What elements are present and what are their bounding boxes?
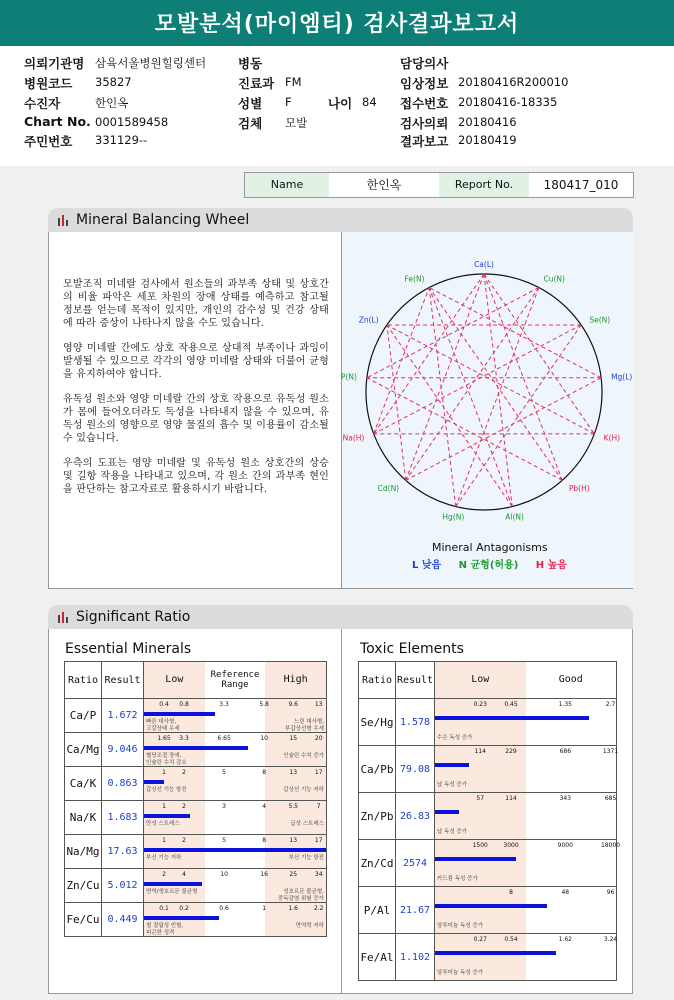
wheel-section-header xyxy=(48,208,633,232)
tick-label: 1.6 xyxy=(288,905,299,912)
ratio-bar-cell xyxy=(435,793,617,840)
col-low: Low xyxy=(144,662,205,698)
bar-chart-icon xyxy=(58,611,70,623)
info-mid-value: FM xyxy=(285,75,302,89)
ratio-name: Fe/Al xyxy=(359,934,396,981)
ratio-bar-cell xyxy=(435,887,617,934)
col-range xyxy=(435,662,617,699)
ratio-section xyxy=(48,605,633,994)
wheel-node-label: Se(N) xyxy=(589,315,611,325)
tick-label: 15 xyxy=(289,735,298,742)
ratio-name: P/Al xyxy=(359,887,396,934)
ratio-name: Na/Mg xyxy=(65,835,102,869)
tick-label: 3.24 xyxy=(603,936,618,943)
antagonism-line xyxy=(406,274,484,480)
tick-label: 0.27 xyxy=(473,936,487,943)
ratio-bar xyxy=(144,712,215,716)
ratio-row xyxy=(359,887,617,934)
wheel-node-label: Cd(N) xyxy=(377,483,400,493)
ratio-note: 알루미늄 독성 증가 xyxy=(437,923,484,929)
ratio-row xyxy=(359,793,617,840)
ratio-bar xyxy=(144,882,202,886)
tick-label: 114 xyxy=(505,795,517,802)
ratio-row xyxy=(359,699,617,746)
col-ref: Reference Range xyxy=(210,670,260,690)
tick-label: 686 xyxy=(559,748,572,755)
tick-label: 7 xyxy=(316,803,321,810)
col-range xyxy=(144,662,327,699)
ratio-result: 0.449 xyxy=(102,903,144,937)
wheel-node-label: Fe(N) xyxy=(404,274,425,284)
legend-low: L 낮음 xyxy=(412,560,442,571)
ratio-result: 0.863 xyxy=(102,767,144,801)
ratio-row xyxy=(65,699,327,733)
ratio-note-high: 면역력 저하 xyxy=(295,923,324,929)
wheel-legend xyxy=(412,556,567,571)
ratio-name: Na/K xyxy=(65,801,102,835)
tick-label: 3 xyxy=(222,803,226,810)
tick-label: 16 xyxy=(260,871,268,878)
tick-label: 5 xyxy=(222,769,226,776)
tick-label: 8 xyxy=(262,769,267,776)
tick-label: 25 xyxy=(289,871,298,878)
ratio-bar-cell xyxy=(144,869,327,903)
info-right-label: 접수번호 xyxy=(400,96,449,111)
ratio-bar-cell xyxy=(435,840,621,887)
ratio-row xyxy=(65,869,327,903)
description-paragraph: 모발조직 미네랄 검사에서 원소들의 과부족 상태 및 상호간의 비율 파악은 세포 차원의 장애 상태를 예측하고 참고될 정보를 얻는데 목적이 있지만, 개인의 감수성 및 건강 상태에 따라 증상이 나타나지 않을 수도 있습니다. xyxy=(63,279,329,329)
age-value: 84 xyxy=(362,95,377,109)
ratio-bar xyxy=(435,763,469,767)
tick-label: 2 xyxy=(182,769,186,776)
ratio-bar xyxy=(144,916,219,920)
ratio-panel xyxy=(48,629,633,994)
description-paragraph: 영양 미네랄 간에도 상호 작용으로 상대적 부족이나 과잉이 발생될 수 있으므로 각각의 영양 미네랄 상태와 더불어 균형을 유지하여야 합니다. xyxy=(63,343,329,380)
ratio-row xyxy=(65,835,327,869)
info-right-value: 20180416-18335 xyxy=(458,95,558,109)
info-left-label: Chart No. xyxy=(24,114,91,129)
tick-label: 17 xyxy=(314,837,323,844)
tick-label: 229 xyxy=(505,748,517,755)
legend-normal: N 균형(허용) xyxy=(458,560,519,571)
antagonism-line xyxy=(429,288,512,507)
tick-label: 17 xyxy=(314,769,323,776)
ratio-bar xyxy=(144,746,248,750)
tick-label: 57 xyxy=(476,795,485,802)
ratio-bar xyxy=(144,848,326,852)
tick-label: 0.4 xyxy=(159,701,169,708)
tick-label: 3.3 xyxy=(219,701,229,708)
tick-label: 9.6 xyxy=(288,701,299,708)
antagonism-line xyxy=(484,274,562,480)
description-paragraph: 우측의 도표는 영양 미네랄 및 유독성 원소 상호간의 상승 및 길항 작용을 나타내고 있으며, 각 원소 간의 과부족 현인을 판단하는 참고자료로 활용하시기 바랍니다. xyxy=(63,458,329,495)
ratio-bar xyxy=(144,780,164,784)
ratio-row xyxy=(359,746,617,793)
wheel-node-label: Pb(H) xyxy=(568,483,590,493)
ratio-note-low: 만성 스트레스 xyxy=(146,821,180,827)
info-right-value: 20180416 xyxy=(458,115,517,129)
age-label: 나이 xyxy=(328,96,353,111)
tick-label: 1 xyxy=(162,803,166,810)
tick-label: 13 xyxy=(289,769,298,776)
tick-label: 3000 xyxy=(503,842,519,849)
ratio-row xyxy=(65,801,327,835)
ratio-bar-cell xyxy=(144,835,327,869)
ratio-row xyxy=(359,934,617,981)
col-result: Result xyxy=(102,662,144,699)
tick-label: 5.5 xyxy=(288,803,299,810)
tick-label: 1371 xyxy=(602,748,619,755)
col-low: Low xyxy=(435,662,526,698)
info-left-value: 35827 xyxy=(95,75,132,89)
tick-label: 0.8 xyxy=(179,701,189,708)
wheel-section xyxy=(48,208,633,589)
tick-label: 1 xyxy=(162,837,166,844)
tick-label: 4 xyxy=(262,803,267,810)
ratio-row xyxy=(65,733,327,767)
ratio-result: 21.67 xyxy=(396,887,435,934)
antagonism-line xyxy=(406,378,601,481)
wheel-node-label: Hg(N) xyxy=(442,512,465,522)
ratio-note-high: 갑상선 기능 저하 xyxy=(283,787,324,793)
wheel-node-label: P(N) xyxy=(340,372,357,382)
tick-label: 0.6 xyxy=(219,905,229,912)
tick-label: 2 xyxy=(182,803,186,810)
ratio-note-high: 부신 기능 항진 xyxy=(288,855,324,861)
col-good: Good xyxy=(558,674,583,685)
col-high: High xyxy=(265,662,326,698)
ratio-bar-cell xyxy=(435,746,617,793)
report-bar xyxy=(244,172,634,198)
ratio-bar xyxy=(435,951,556,955)
info-mid-label: 병동 xyxy=(238,56,263,71)
ratio-result: 17.63 xyxy=(102,835,144,869)
info-left-label: 수진자 xyxy=(24,96,61,111)
ratio-name: Ca/K xyxy=(65,767,102,801)
ratio-name: Ca/P xyxy=(65,699,102,733)
ratio-name: Fe/Cu xyxy=(65,903,102,937)
tick-label: 18000 xyxy=(601,842,621,849)
tick-label: 2.2 xyxy=(313,905,324,912)
ratio-note-low: 혈당조절 장애, 인슐린 수치 감소 xyxy=(146,753,187,766)
ratio-bar xyxy=(144,814,190,818)
tick-label: 2 xyxy=(162,871,166,878)
ratio-bar xyxy=(435,810,459,814)
ratio-section-title: Significant Ratio xyxy=(76,609,191,625)
col-ratio: Ratio xyxy=(359,662,396,699)
info-left-label: 병원코드 xyxy=(24,76,73,91)
ratio-note-low: 철 결핍성 빈혈, 피곤한 성격 xyxy=(146,923,184,936)
ratio-bar xyxy=(435,904,547,908)
name-label: Name xyxy=(245,173,329,197)
info-mid-label: 성별 xyxy=(238,96,263,111)
description-paragraph: 유독성 원소와 영양 미네랄 간의 상호 작용으로 유독성 원소가 몸에 들어오더라도 독성을 나타내지 않을 수 있으며, 유독성 원소의 영향으로 영양 물질의 흡수 및 이용률이 감소될 수 있습니다. xyxy=(63,394,329,444)
ratio-note-low: 면역/생호르몬 불균형 xyxy=(146,889,198,895)
tick-label: 0.1 xyxy=(159,905,169,912)
toxic-title: Toxic Elements xyxy=(360,641,464,657)
ratio-result: 9.046 xyxy=(102,733,144,767)
wheel-node-label: Mg(L) xyxy=(611,372,633,382)
ratio-note: 카드뮴 독성 증가 xyxy=(437,876,478,882)
ratio-note-high: 느린 대사형, 부갑상선형 우세 xyxy=(285,719,324,732)
ratio-bar-cell xyxy=(435,699,617,746)
info-right-label: 결과보고 xyxy=(400,134,449,149)
tick-label: 13 xyxy=(289,837,298,844)
tick-label: 3.3 xyxy=(179,735,189,742)
ratio-name: Zn/Pb xyxy=(359,793,396,840)
tick-label: 13 xyxy=(314,701,323,708)
col-result: Result xyxy=(396,662,435,699)
ratio-name: Se/Hg xyxy=(359,699,396,746)
ratio-bar-cell xyxy=(144,699,327,733)
info-mid-label: 진료과 xyxy=(238,76,275,91)
info-left-value: 한인옥 xyxy=(95,96,129,110)
ratio-note: 알루미늄 독성 증가 xyxy=(437,970,484,976)
tick-label: 1 xyxy=(162,769,166,776)
ratio-note-low: 부신 기능 저하 xyxy=(146,855,182,861)
info-left-value: 삼육서울병원힐링센터 xyxy=(95,56,207,70)
tick-label: 2 xyxy=(182,837,186,844)
tick-label: 4 xyxy=(182,871,186,878)
report-no-label: Report No. xyxy=(439,173,529,197)
name-value: 한인옥 xyxy=(366,178,402,192)
ratio-note-low: 갑상선 기능 항진 xyxy=(146,787,187,793)
ratio-note-high: 성호르몬 불균형, 중독감염 위험 증가 xyxy=(277,889,324,902)
patient-info xyxy=(0,46,674,166)
wheel-description xyxy=(63,278,329,508)
ratio-result: 2574 xyxy=(396,840,435,887)
tick-label: 1500 xyxy=(472,842,488,849)
tick-label: 1.35 xyxy=(558,701,572,708)
ratio-result: 79.08 xyxy=(396,746,435,793)
ratio-row xyxy=(65,903,327,937)
ratio-name: Ca/Mg xyxy=(65,733,102,767)
tick-label: 96 xyxy=(606,889,615,896)
wheel-node-label: Ca(L) xyxy=(474,260,494,269)
wheel-section-title: Mineral Balancing Wheel xyxy=(76,212,250,228)
tick-label: 9000 xyxy=(557,842,573,849)
wheel-node-label: Cu(N) xyxy=(543,274,565,284)
tick-label: 6.65 xyxy=(217,735,231,742)
antagonism-line xyxy=(374,325,581,434)
antagonism-line xyxy=(406,288,539,481)
ratio-result: 1.683 xyxy=(102,801,144,835)
tick-label: 8 xyxy=(262,837,267,844)
bar-chart-icon xyxy=(58,214,70,226)
wheel-node-label: Na(H) xyxy=(342,433,365,443)
toxic-table xyxy=(358,661,621,981)
ratio-bar-cell xyxy=(144,903,327,937)
col-ratio: Ratio xyxy=(65,662,102,699)
ratio-name: Zn/Cu xyxy=(65,869,102,903)
tick-label: 5.8 xyxy=(259,701,269,708)
info-mid-label: 검체 xyxy=(238,116,263,131)
ratio-result: 1.578 xyxy=(396,699,435,746)
info-left-label: 주민번호 xyxy=(24,134,73,149)
tick-label: 685 xyxy=(604,795,617,802)
info-left-value: 331129-- xyxy=(95,133,148,147)
info-right-value: 20180419 xyxy=(458,133,517,147)
tick-label: 0.23 xyxy=(473,701,487,708)
antagonism-line xyxy=(387,325,594,434)
ratio-row xyxy=(65,767,327,801)
wheel-area xyxy=(341,232,634,588)
antagonism-line xyxy=(374,288,429,434)
ratio-name: Zn/Cd xyxy=(359,840,396,887)
tick-label: 34 xyxy=(314,871,323,878)
ratio-result: 1.102 xyxy=(396,934,435,981)
tick-label: 10 xyxy=(220,871,228,878)
info-left-value: 0001589458 xyxy=(95,115,169,129)
report-no-value: 180417_010 xyxy=(543,178,619,192)
ratio-result: 1.672 xyxy=(102,699,144,733)
ratio-row xyxy=(359,840,617,887)
info-right-label: 임상정보 xyxy=(400,76,449,91)
tick-label: 20 xyxy=(314,735,323,742)
ratio-result: 26.83 xyxy=(396,793,435,840)
info-left-label: 의뢰기관명 xyxy=(24,56,85,71)
ratio-bar-cell xyxy=(435,934,617,981)
antagonism-line xyxy=(429,288,562,481)
ratio-bar-cell xyxy=(144,767,327,801)
ratio-result: 5.012 xyxy=(102,869,144,903)
tick-label: 1.65 xyxy=(157,735,171,742)
tick-label: 1.62 xyxy=(558,936,572,943)
tick-label: 5 xyxy=(222,837,226,844)
tick-label: 10 xyxy=(260,735,268,742)
essential-title: Essential Minerals xyxy=(65,641,192,657)
ratio-note-high: 인슐린 수치 증가 xyxy=(283,753,324,759)
mineral-wheel xyxy=(342,232,634,588)
ratio-bar-cell xyxy=(144,801,327,835)
ratio-note: 납 독성 증가 xyxy=(437,782,468,788)
wheel-node-label: K(H) xyxy=(603,433,621,443)
ratio-bar xyxy=(435,716,589,720)
essential-table xyxy=(64,661,327,937)
report-title: 모발분석(마이엠티) 검사결과보고서 xyxy=(0,0,674,46)
tick-label: 48 xyxy=(561,889,570,896)
tick-label: 114 xyxy=(474,748,486,755)
info-right-label: 담당의사 xyxy=(400,56,449,71)
ratio-note: 납 독성 증가 xyxy=(437,829,468,835)
info-right-value: 20180416R200010 xyxy=(458,75,569,89)
tick-label: 0.54 xyxy=(504,936,518,943)
antagonism-line xyxy=(367,378,562,481)
info-mid-value: 모발 xyxy=(285,116,308,130)
ratio-name: Ca/Pb xyxy=(359,746,396,793)
ratio-note-high: 급성 스트레스 xyxy=(290,821,324,827)
wheel-panel xyxy=(48,232,633,589)
wheel-node-label: Zn(L) xyxy=(358,315,379,325)
ratio-note-low: 빠른 대사형, 고갈상태 우세 xyxy=(146,719,180,732)
wheel-node-label: Al(N) xyxy=(505,512,524,522)
ratio-note: 수은 독성 증가 xyxy=(437,735,473,741)
tick-label: 0.2 xyxy=(179,905,189,912)
tick-label: 343 xyxy=(559,795,572,802)
info-right-label: 검사의뢰 xyxy=(400,116,449,131)
ratio-section-header xyxy=(48,605,633,629)
ratio-bar-cell xyxy=(144,733,327,767)
wheel-title: Mineral Antagonisms xyxy=(432,541,548,554)
antagonism-line xyxy=(456,288,539,507)
wheel-circle xyxy=(366,274,602,510)
ratio-bar xyxy=(435,857,516,861)
tick-label: 8 xyxy=(509,889,513,896)
info-mid-value: F xyxy=(285,95,292,109)
legend-high: H 높음 xyxy=(535,560,567,571)
tick-label: 2.7 xyxy=(605,701,616,708)
tick-label: 1 xyxy=(262,905,267,912)
tick-label: 0.45 xyxy=(504,701,518,708)
